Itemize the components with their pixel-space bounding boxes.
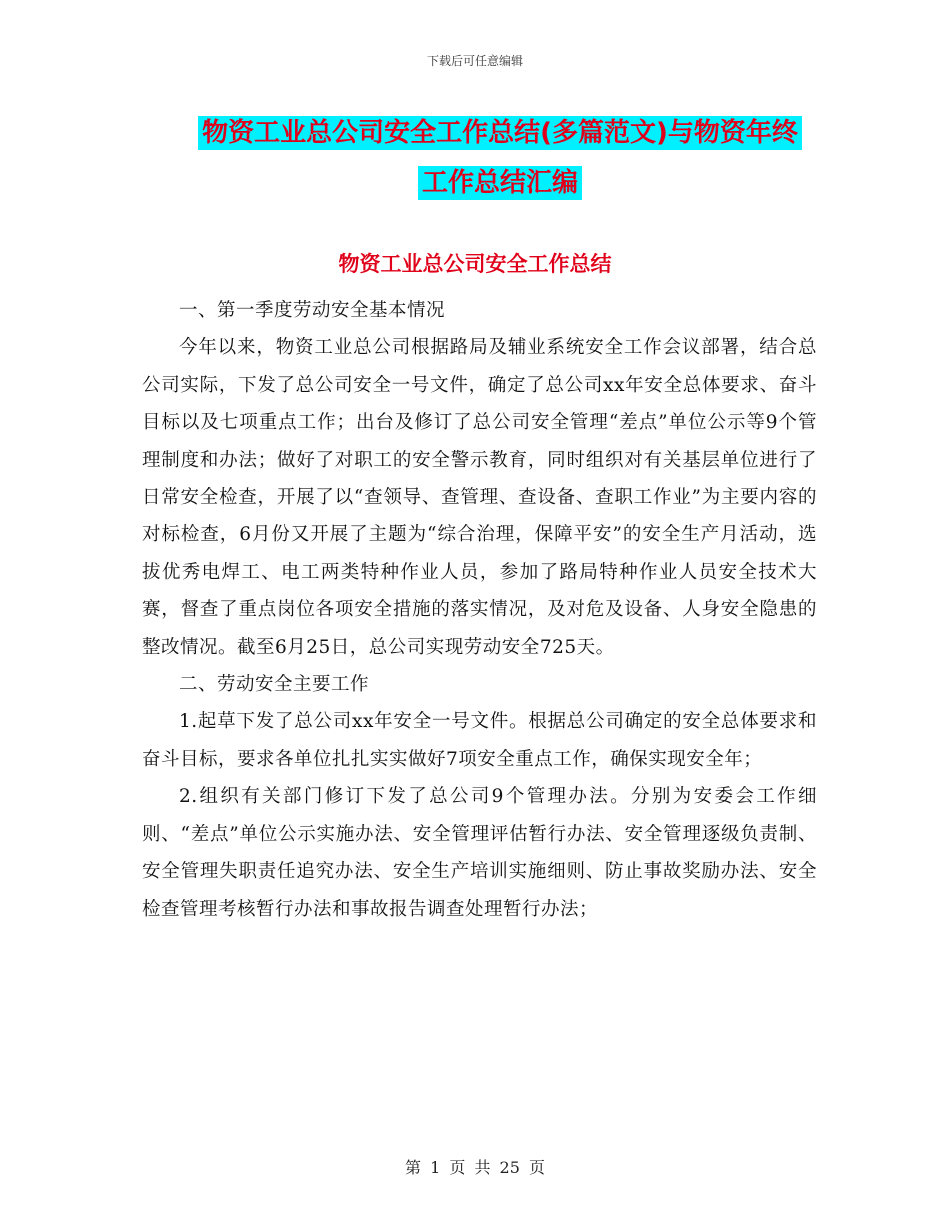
document-title-line-1: 物资工业总公司安全工作总结(多篇范文)与物资年终 [198, 116, 802, 150]
paragraph: 今年以来，物资工业总公司根据路局及辅业系统安全工作会议部署，结合总公司实际，下发了总公司安全一号文件，确定了总公司xx年安全总体要求、奋斗目标以及七项重点工作；出台及修订了总公司安全管理“差点”单位公示等9个管理制度和办法；做好了对职工的安全警示教育，同时组织对有关基层单位进行了日常安全检查，开展了以“查领导、查管理、查设备、查职工作业”为主要内容的对标检查，6月份又开展了主题为“综合治理，保障平安”的安全生产月活动，选拔优秀电焊工、电工两类特种作业人员，参加了路局特种作业人员安全技术大赛，督查了重点岗位各项安全措施的落实情况，及对危及设备、人身安全隐患的整改情况。截至6月25日，总公司实现劳动安全725天。 [142, 337, 817, 658]
document-body [142, 292, 817, 928]
page-header-note: 下载后可任意编辑 [426, 54, 523, 68]
paragraph: 1.起草下发了总公司xx年安全一号文件。根据总公司确定的安全总体要求和奋斗目标，要求各单位扎扎实实做好7项安全重点工作，确保实现安全年； [142, 711, 817, 770]
page-number-footer: 第 1 页 共 25 页 [405, 1158, 545, 1177]
document-title [160, 108, 840, 208]
paragraph-heading-1: 一、第一季度劳动安全基本情况 [179, 300, 446, 321]
paragraph-heading-2: 二、劳动安全主要工作 [179, 674, 370, 696]
section-title: 物资工业总公司安全工作总结 [338, 252, 612, 276]
paragraph: 2.组织有关部门修订下发了总公司9个管理办法。分别为安委会工作细则、“差点”单位公示实施办法、安全管理评估暂行办法、安全管理逐级负责制、安全管理失职责任追究办法、安全生产培训实施细则、防止事故奖励办法、安全检查管理考核暂行办法和事故报告调查处理暂行办法； [142, 786, 817, 920]
document-title-line-2: 工作总结汇编 [418, 166, 582, 200]
